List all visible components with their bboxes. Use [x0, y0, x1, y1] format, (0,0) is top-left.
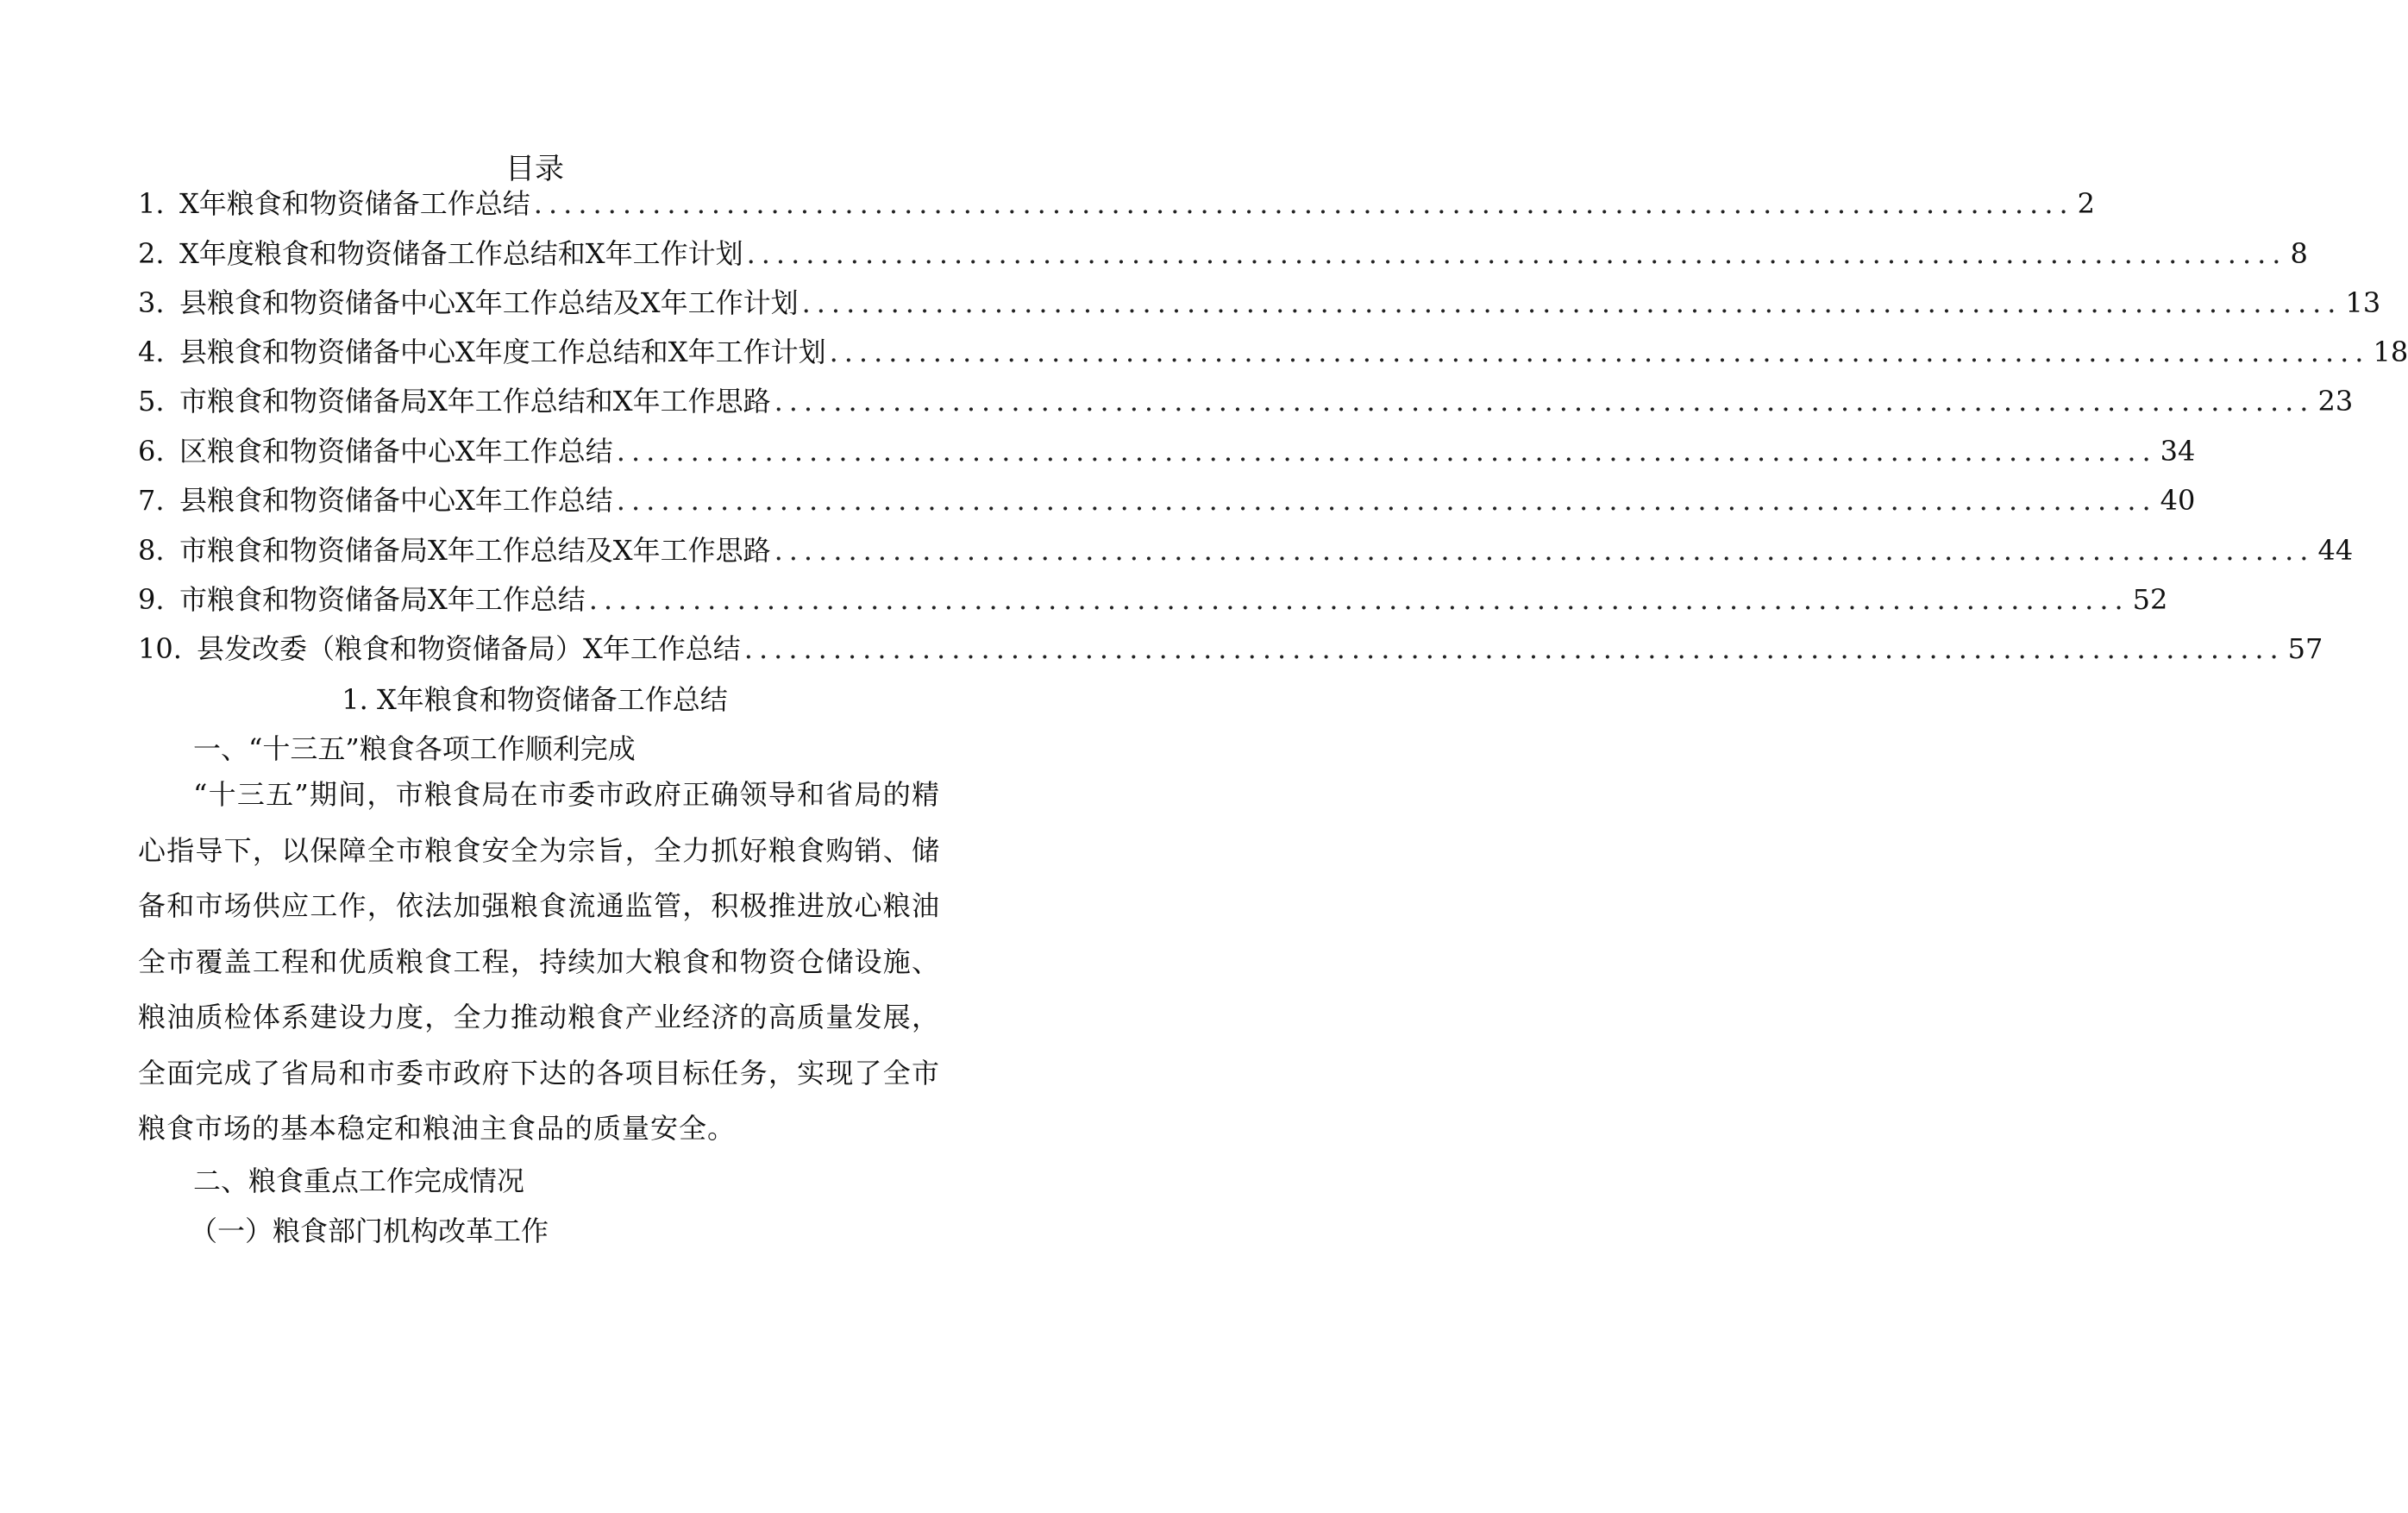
toc-item[interactable] — [138, 183, 2096, 224]
toc-title: 目录 — [505, 152, 564, 186]
toc-leader-dots: ........................................................................................................ — [533, 187, 2074, 220]
body-paragraph: “十三五”期间，市粮食局在市委市政府正确领导和省局的精心指导下，以保障全市粮食安全为宗旨，全力抓好粮食购销、储备和市场供应工作，依法加强粮食流通监管，积极推进放心粮油全市覆盖工程和优质粮食工程，持续加大粮食和物资仓储设施、粮油质检体系建设力度，全力推动粮食产业经济的高质量发展，全面完成了省局和市委市政府下达的各项目标任务，实现了全市粮食市场的基本稳定和粮油主食品的质量安全。 — [138, 778, 940, 1145]
toc-item[interactable] — [138, 331, 2408, 373]
toc-leader-dots: ........................................................................................................ — [616, 435, 2157, 468]
toc-leader-dots: ........................................................................................................ — [616, 484, 2157, 517]
toc-item-number: 3. — [138, 286, 165, 319]
toc-item[interactable] — [138, 430, 2196, 472]
toc-item-title: 县粮食和物资储备中心X年工作总结及X年工作计划 — [179, 286, 799, 319]
toc-item-number: 4. — [138, 336, 165, 368]
toc-item-page: 8 — [2290, 237, 2308, 270]
toc-item[interactable] — [138, 233, 2308, 274]
toc-item-title: 县粮食和物资储备中心X年度工作总结和X年工作计划 — [179, 336, 826, 368]
toc-item-number: 9. — [138, 583, 165, 616]
toc-leader-dots: ........................................................................................................ — [743, 632, 2285, 665]
toc-item[interactable] — [138, 628, 2323, 669]
toc-leader-dots: ........................................................................................................ — [829, 336, 2370, 368]
toc-item-title: 市粮食和物资储备局X年工作总结 — [179, 583, 586, 616]
toc-item-page: 57 — [2287, 632, 2323, 665]
toc-item-page: 44 — [2317, 534, 2354, 567]
toc-item-number: 6. — [138, 435, 165, 468]
toc-item[interactable] — [138, 282, 2381, 323]
toc-item-page: 23 — [2317, 385, 2354, 417]
toc-item-page: 18 — [2373, 336, 2408, 368]
toc-leader-dots: ........................................................................................................ — [774, 534, 2315, 567]
section-heading: 二、粮食重点工作完成情况 — [193, 1165, 525, 1197]
toc-item-page: 52 — [2132, 583, 2168, 616]
toc-item-title: X年粮食和物资储备工作总结 — [179, 187, 530, 220]
toc-item-number: 7. — [138, 484, 165, 517]
toc-leader-dots: ........................................................................................................ — [588, 583, 2129, 616]
toc-item-title: 县粮食和物资储备中心X年工作总结 — [179, 484, 613, 517]
toc-item-number: 5. — [138, 385, 165, 417]
toc-item-page: 40 — [2160, 484, 2196, 517]
toc-item-title: X年度粮食和物资储备工作总结和X年工作计划 — [179, 237, 743, 270]
toc-item[interactable] — [138, 380, 2354, 422]
toc-item-page: 2 — [2077, 187, 2096, 220]
toc-item[interactable] — [138, 480, 2196, 521]
toc-item-number: 2. — [138, 237, 165, 270]
subsection-heading: （一）粮食部门机构改革工作 — [190, 1215, 549, 1247]
toc-item-page: 34 — [2160, 435, 2196, 468]
article-title: 1. X年粮食和物资储备工作总结 — [342, 683, 728, 716]
toc-item-title: 市粮食和物资储备局X年工作总结和X年工作思路 — [179, 385, 771, 417]
toc-leader-dots: ........................................................................................................ — [801, 286, 2342, 319]
toc-item-number: 10. — [138, 632, 182, 665]
toc-item[interactable] — [138, 579, 2168, 620]
section-heading: 一、“十三五”粮食各项工作顺利完成 — [193, 732, 636, 765]
toc-leader-dots: ........................................................................................................ — [746, 237, 2287, 270]
toc-item-page: 13 — [2345, 286, 2381, 319]
toc-item-number: 1. — [138, 187, 165, 220]
toc-item-title: 县发改委（粮食和物资储备局）X年工作总结 — [197, 632, 741, 665]
toc-item-number: 8. — [138, 534, 165, 567]
toc-item-title: 市粮食和物资储备局X年工作总结及X年工作思路 — [179, 534, 771, 567]
toc-item-title: 区粮食和物资储备中心X年工作总结 — [179, 435, 613, 468]
toc-item[interactable] — [138, 530, 2354, 571]
toc-leader-dots: ........................................................................................................ — [774, 385, 2315, 417]
